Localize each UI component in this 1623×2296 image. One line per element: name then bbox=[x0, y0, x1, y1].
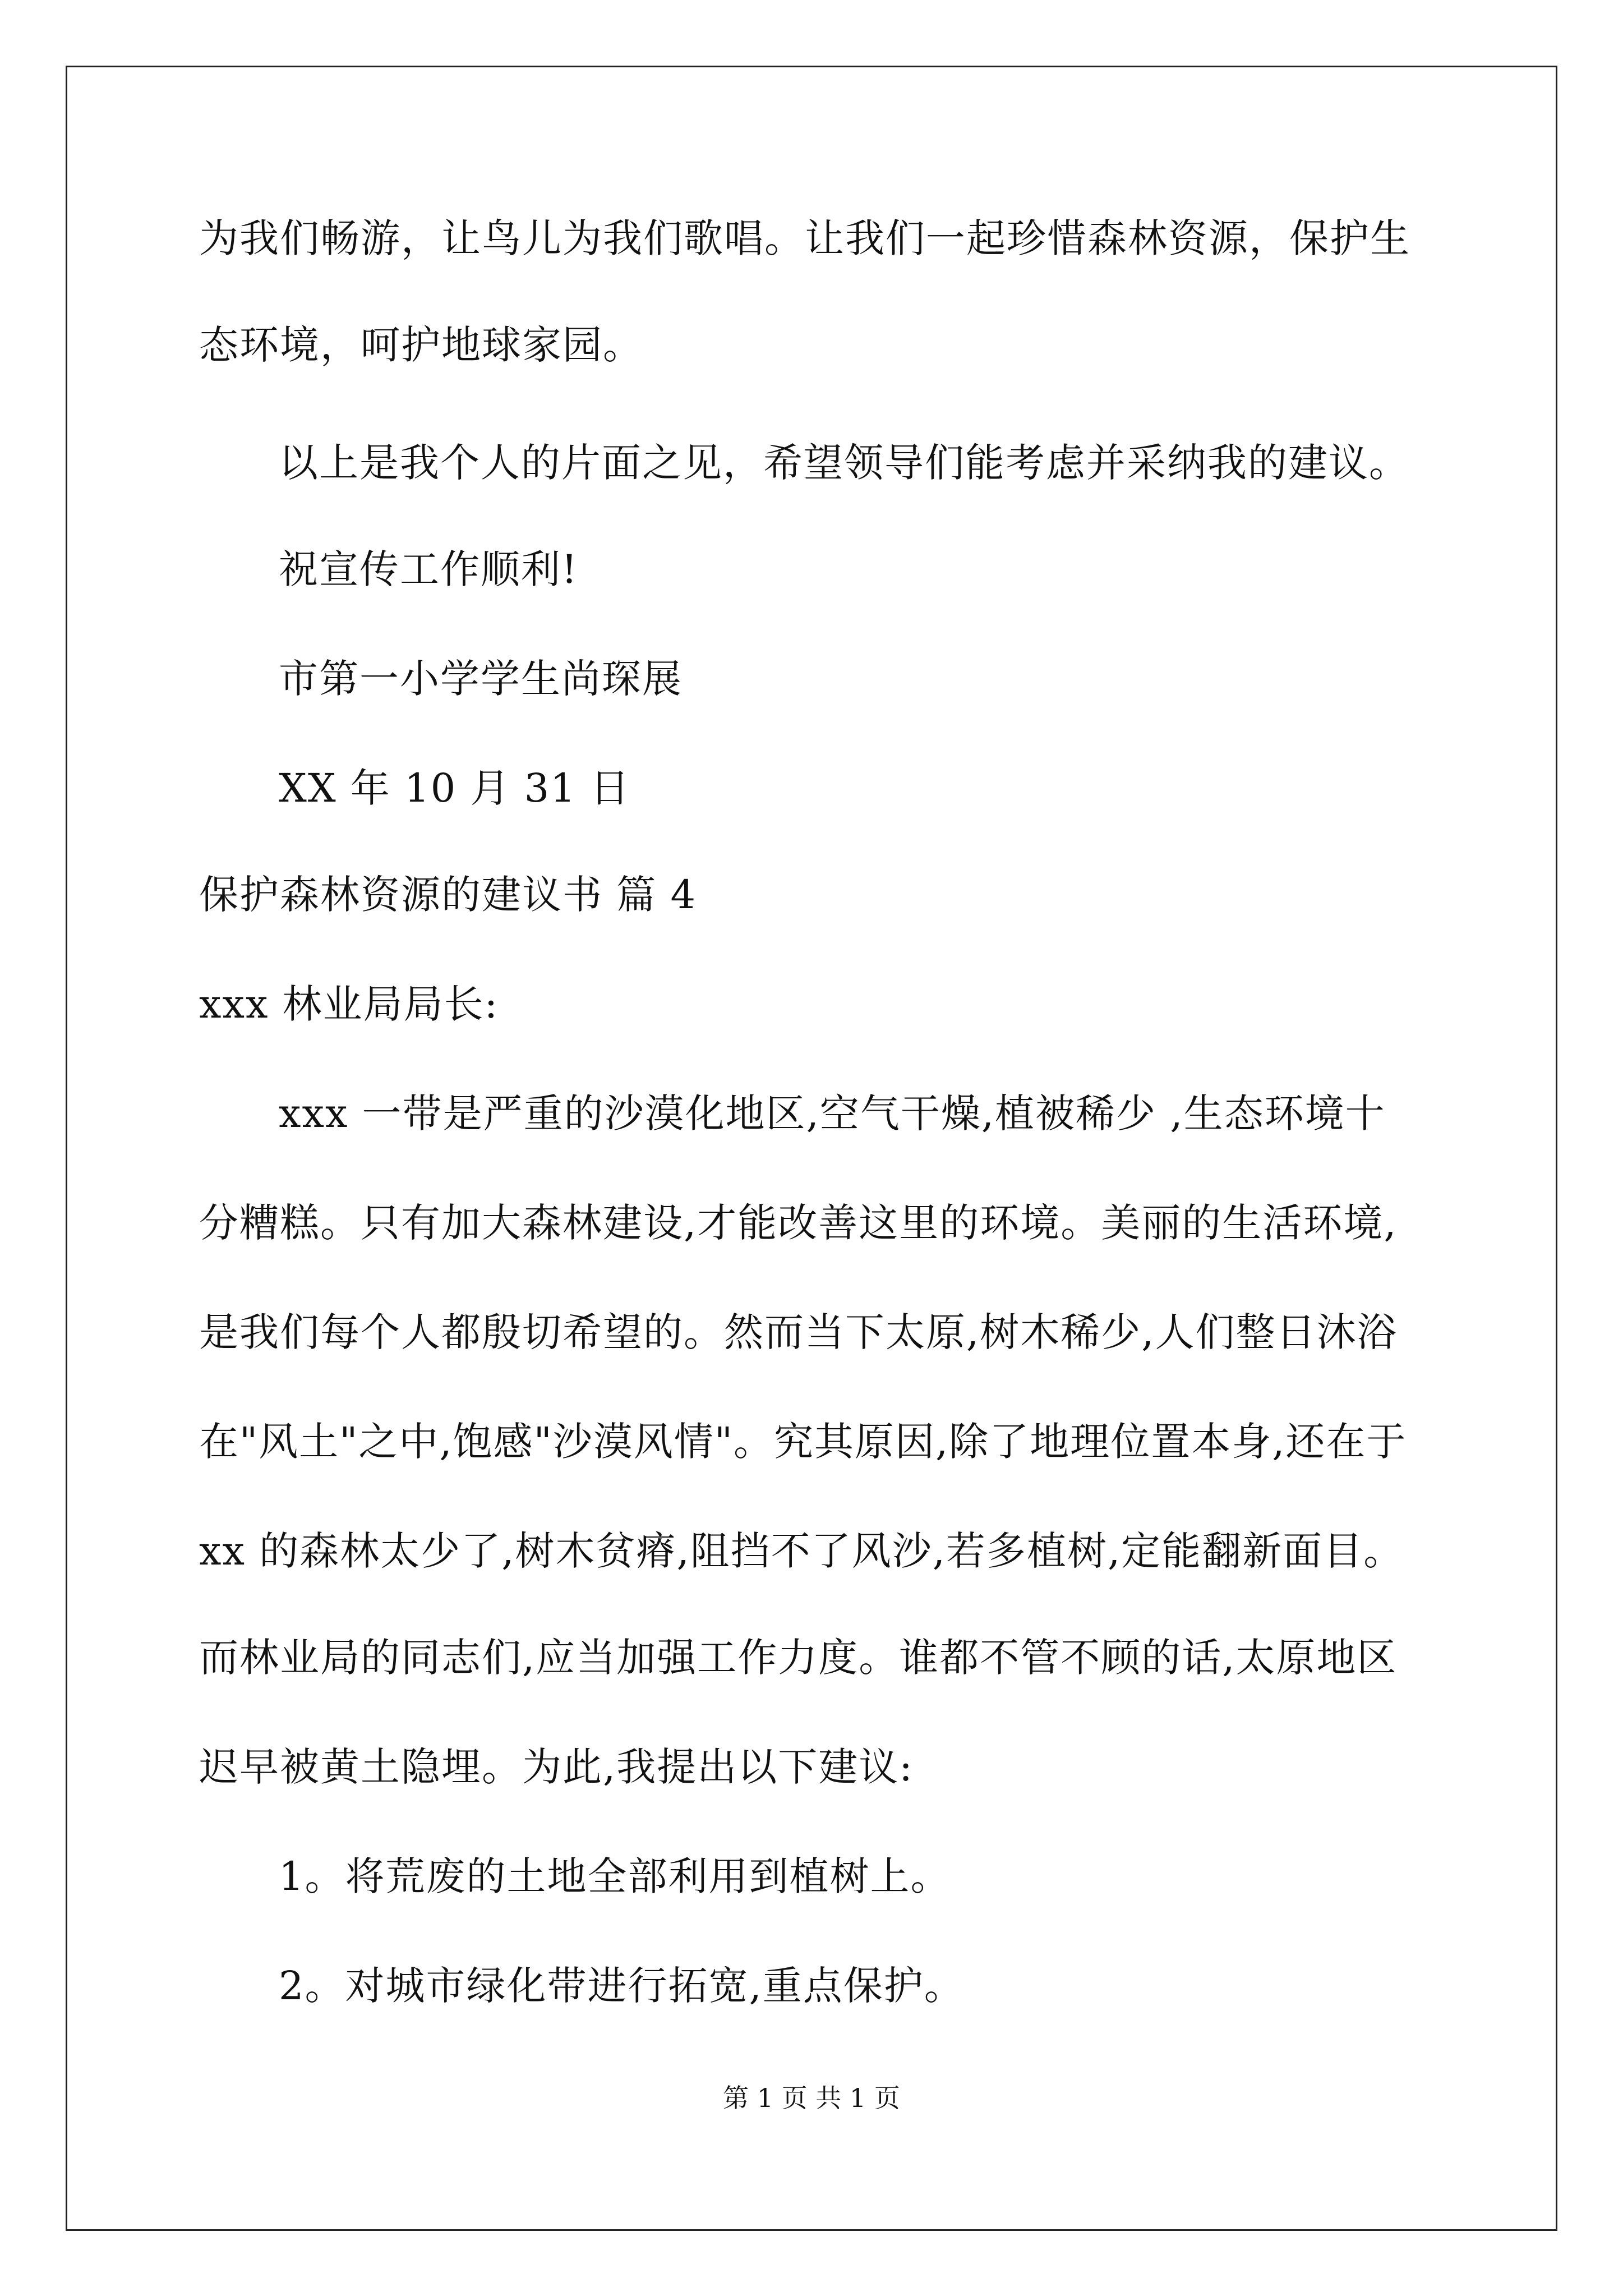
text-line: 而林业局的同志们,应当加强工作力度。谁都不管不顾的话,太原地区 bbox=[199, 1635, 1398, 1681]
text-line: xxx 一带是严重的沙漠化地区,空气干燥,植被稀少 ,生态环境十 bbox=[279, 1091, 1386, 1137]
salutation: xxx 林业局局长: bbox=[199, 981, 499, 1027]
text-line: 分糟糕。只有加大森林建设,才能改善这里的环境。美丽的生活环境, bbox=[199, 1200, 1398, 1246]
text-line: 为我们畅游，让鸟儿为我们歌唱。让我们一起珍惜森林资源，保护生 bbox=[199, 215, 1410, 261]
text-line: 是我们每个人都殷切希望的。然而当下太原,树木稀少,人们整日沐浴 bbox=[199, 1309, 1398, 1355]
list-item: 2。对城市绿化带进行拓宽,重点保护。 bbox=[279, 1963, 965, 2009]
text-line: 迟早被黄土隐埋。为此,我提出以下建议: bbox=[199, 1744, 914, 1790]
text-line: 在"风土"之中,饱感"沙漠风情"。究其原因,除了地理位置本身,还在于 bbox=[199, 1419, 1407, 1465]
text-line: 态环境，呵护地球家园。 bbox=[199, 322, 643, 368]
section-heading: 保护森林资源的建议书 篇 4 bbox=[199, 872, 697, 918]
signature-date: XX 年 10 月 31 日 bbox=[279, 765, 631, 811]
text-line: 以上是我个人的片面之见，希望领导们能考虑并采纳我的建议。 bbox=[279, 440, 1409, 486]
signature-name: 市第一小学学生尚琛展 bbox=[279, 656, 683, 702]
page-border bbox=[66, 66, 1557, 2231]
page-footer: 第 1 页 共 1 页 bbox=[723, 2083, 900, 2113]
text-line: xx 的森林太少了,树木贫瘠,阻挡不了风沙,若多植树,定能翻新面目。 bbox=[199, 1528, 1404, 1574]
text-line: 祝宣传工作顺利! bbox=[279, 546, 579, 592]
list-item: 1。将荒废的土地全部利用到植树上。 bbox=[279, 1853, 951, 1899]
